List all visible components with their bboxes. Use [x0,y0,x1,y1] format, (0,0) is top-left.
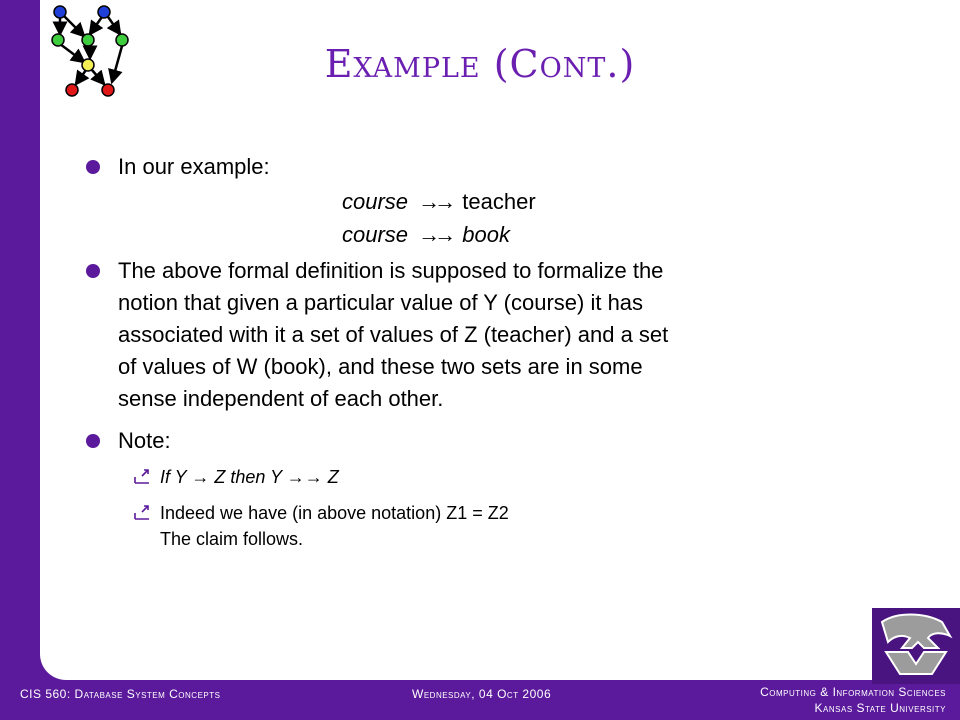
paragraph-line: sense independent of each other. [118,386,444,411]
footer-department: Computing & Information Sciences [760,685,946,699]
paragraph-line: associated with it a set of values of Z (teacher) and a set [118,322,669,347]
sub-bullet-line: The claim follows. [160,529,304,549]
footer-course: CIS 560: Database System Concepts [20,687,221,701]
footer-university: Kansas State University [814,701,946,715]
mvd-arrow: →→ [418,222,451,247]
paragraph-line: of values of W (book), and these two sets are in some [118,354,643,379]
sub-bullet-arrow-icon [134,504,150,520]
mvd-rhs: teacher [462,189,536,214]
bullet-dot-icon [86,434,100,448]
kstate-wildcat-logo-icon [872,608,960,684]
mvd-line-teacher [342,186,536,218]
sub-bullet-indeed [160,500,509,552]
bullet-note: Note: [118,428,171,453]
footer-date: Wednesday, 04 Oct 2006 [412,687,552,701]
bullet-definition-paragraph [118,255,668,415]
mvd-line-book [342,219,510,251]
bullet-in-our-example: In our example: [118,154,270,179]
paragraph-line: notion that given a particular value of Y (course) it has [118,290,644,315]
sub-bullet-arrow-icon [134,468,150,484]
paragraph-line: The above formal definition is supposed to formalize the [118,258,664,283]
sub-bullet-if: If Y → Z then Y →→ Z [160,467,339,487]
bullet-dot-icon [86,160,100,174]
mvd-rhs: book [462,222,511,247]
bullet-dot-icon [86,264,100,278]
sub-bullet-line: Indeed we have (in above notation) Z1 = Z2 [160,503,509,523]
mvd-lhs: course [342,222,409,247]
slide-title: Example (Cont.) [324,42,636,86]
mvd-lhs: course [342,189,409,214]
mvd-arrow: →→ [418,189,451,214]
